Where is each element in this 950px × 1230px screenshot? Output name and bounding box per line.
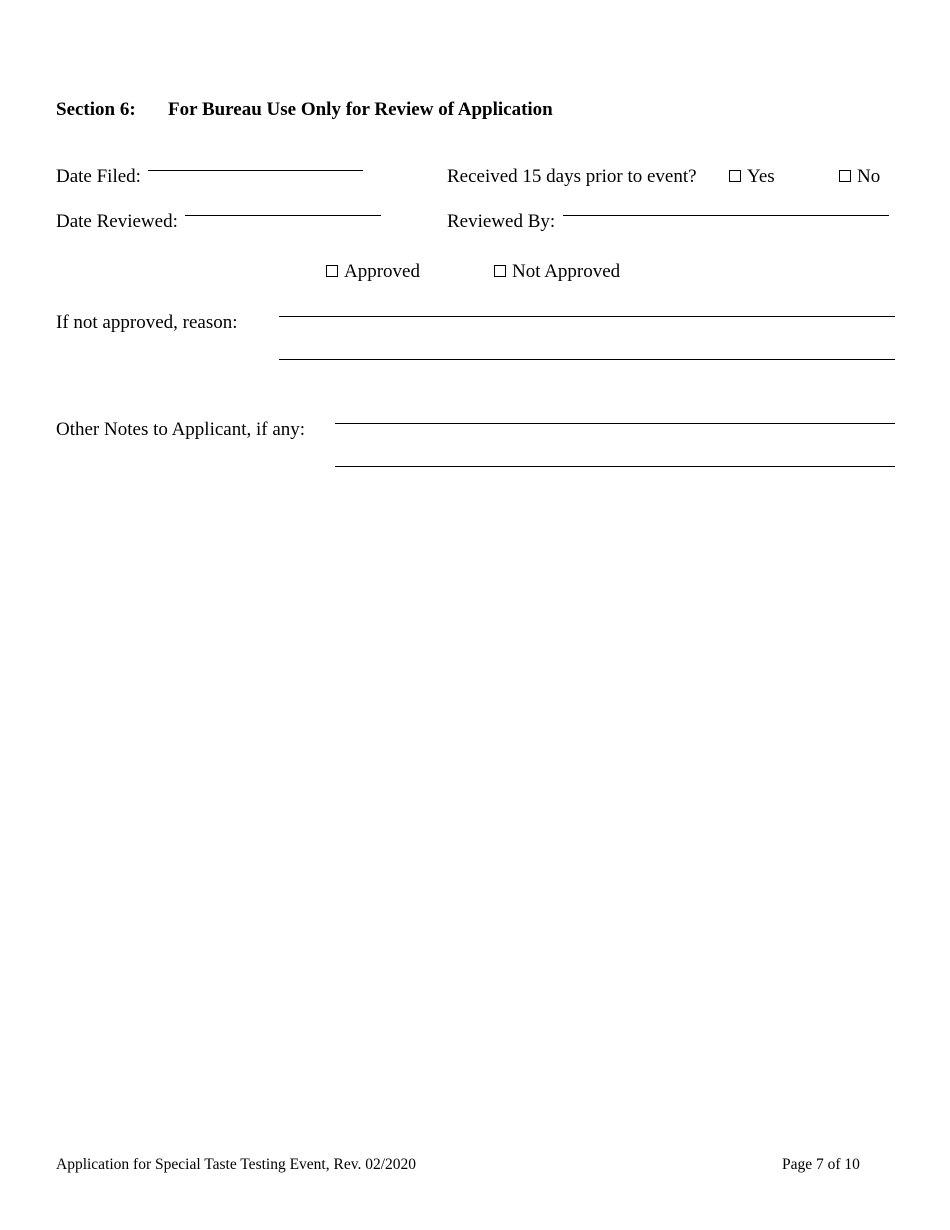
footer-form-name: Application for Special Taste Testing Event, Rev. 02/2020 xyxy=(56,1156,417,1173)
received-question-label: Received 15 days prior to event? xyxy=(447,166,697,187)
received-no-option[interactable] xyxy=(839,167,880,186)
date-reviewed-label: Date Reviewed: xyxy=(56,211,178,232)
not-approved-label: Not Approved xyxy=(512,261,621,282)
section-title: For Bureau Use Only for Review of Application xyxy=(168,99,553,120)
yes-label: Yes xyxy=(747,166,775,187)
date-filed-label: Date Filed: xyxy=(56,166,141,187)
other-notes-field-line-1[interactable] xyxy=(335,423,895,424)
reason-field-line-1[interactable] xyxy=(279,316,895,317)
approved-label: Approved xyxy=(344,261,420,282)
not-approved-checkbox[interactable] xyxy=(494,265,506,277)
not-approved-option[interactable] xyxy=(494,262,620,281)
approved-checkbox[interactable] xyxy=(326,265,338,277)
other-notes-field-line-2[interactable] xyxy=(335,466,895,467)
yes-checkbox[interactable] xyxy=(729,170,741,182)
received-yes-option[interactable] xyxy=(729,167,775,186)
reviewed-by-label: Reviewed By: xyxy=(447,211,556,232)
section-number: Section 6: xyxy=(56,99,136,120)
no-label: No xyxy=(857,166,881,187)
approved-option[interactable] xyxy=(326,262,420,281)
reason-label: If not approved, reason: xyxy=(56,312,238,333)
date-filed-field[interactable] xyxy=(148,170,363,171)
reason-field-line-2[interactable] xyxy=(279,359,895,360)
footer-page-number: Page 7 of 10 xyxy=(782,1156,860,1173)
other-notes-label: Other Notes to Applicant, if any: xyxy=(56,419,306,440)
no-checkbox[interactable] xyxy=(839,170,851,182)
reviewed-by-field[interactable] xyxy=(563,215,889,216)
date-reviewed-field[interactable] xyxy=(185,215,381,216)
